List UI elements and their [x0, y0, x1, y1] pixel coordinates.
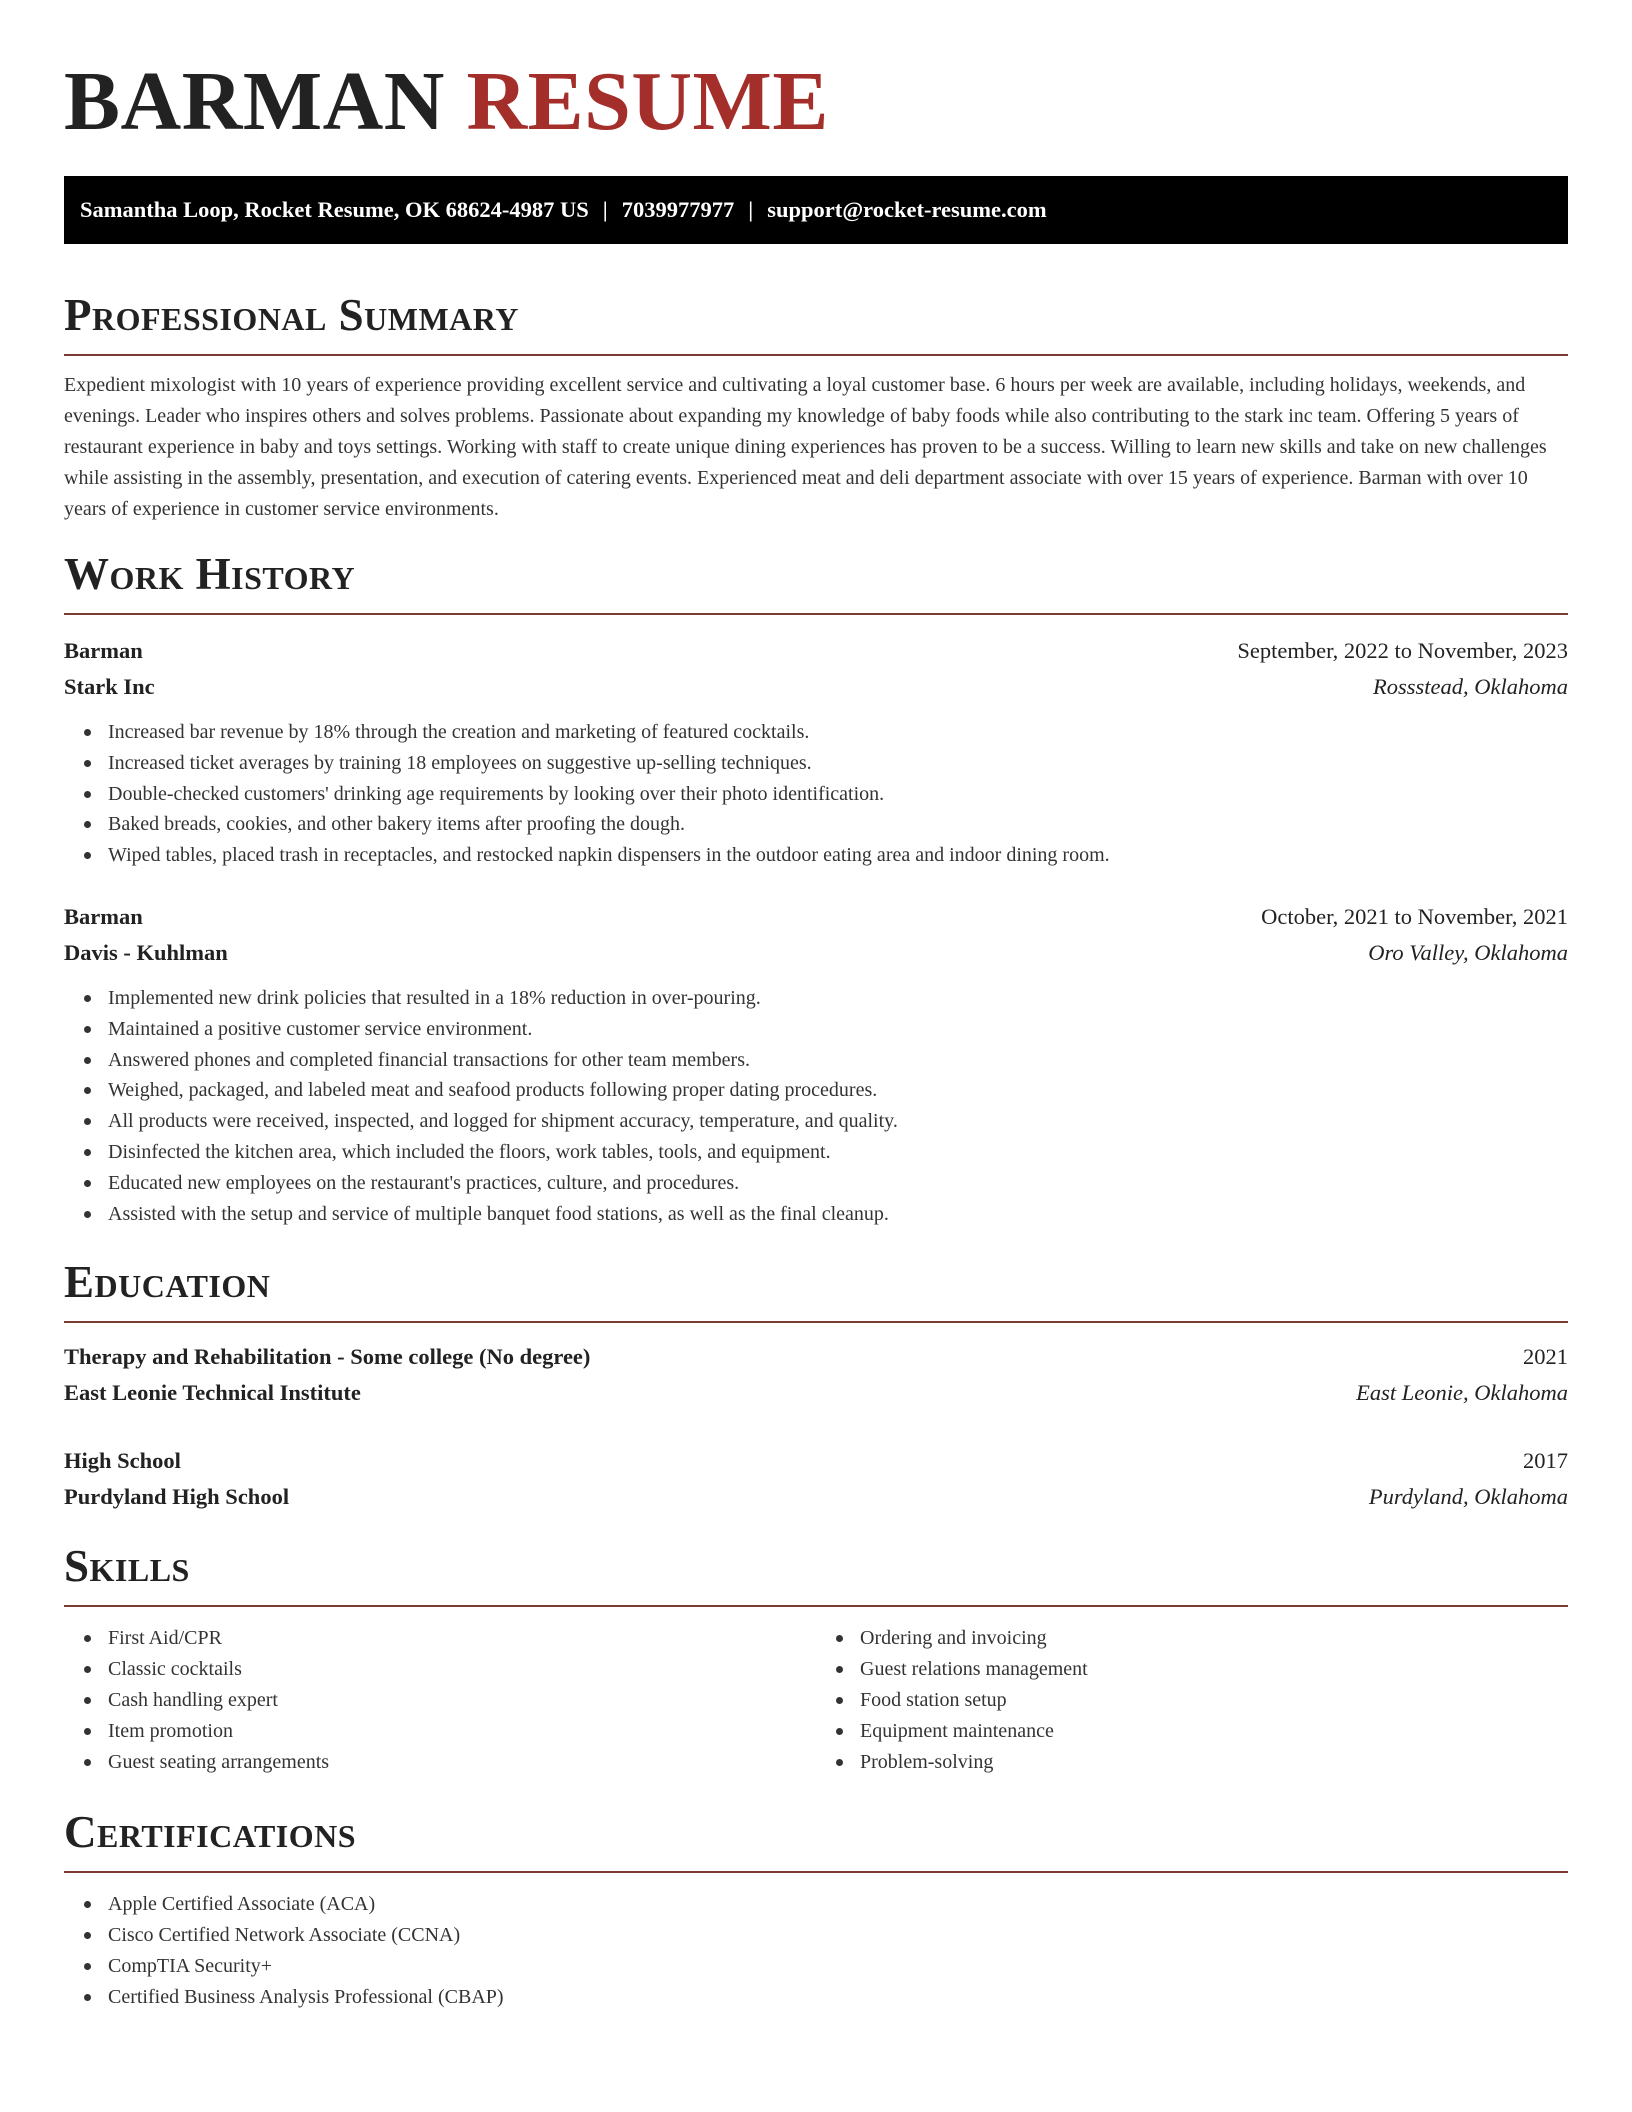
- job-location: Oro Valley, Oklahoma: [1368, 939, 1568, 965]
- education-entry: [64, 1339, 1568, 1411]
- education-school-row: [64, 1375, 1568, 1411]
- education-school: Purdyland High School: [64, 1484, 290, 1510]
- job-dates: October, 2021 to November, 2021: [1261, 903, 1568, 929]
- job-duties: [64, 983, 1568, 1229]
- skill-item: Guest relations management: [860, 1654, 1568, 1685]
- contact-separator: |: [748, 197, 754, 222]
- duty-item: Double-checked customers' drinking age requirements by looking over their photo identification.: [108, 779, 1568, 810]
- contact-address: Samantha Loop, Rocket Resume, OK 68624-4987 US: [80, 197, 589, 222]
- education-degree: High School: [64, 1448, 181, 1474]
- duty-item: Wiped tables, placed trash in receptacles, and restocked napkin dispensers in the outdoor eating area and indoor dining room.: [108, 840, 1568, 871]
- job-company: Davis - Kuhlman: [64, 939, 228, 965]
- job-company-row: [64, 669, 1568, 705]
- education-year: 2021: [1523, 1344, 1568, 1370]
- duty-item: Implemented new drink policies that resulted in a 18% reduction in over-pouring.: [108, 983, 1568, 1014]
- duty-item: Assisted with the setup and service of multiple banquet food stations, as well as the final cleanup.: [108, 1199, 1568, 1230]
- duty-item: Disinfected the kitchen area, which included the floors, work tables, tools, and equipment.: [108, 1137, 1568, 1168]
- section-divider: [64, 613, 1568, 615]
- section-divider: [64, 1321, 1568, 1323]
- job-title: Barman: [64, 903, 143, 929]
- education-section: [64, 1255, 1568, 1515]
- skill-item: Food station setup: [860, 1685, 1568, 1716]
- skills-column-right: [816, 1623, 1568, 1777]
- certification-item: CompTIA Security+: [108, 1951, 1568, 1982]
- skill-item: Equipment maintenance: [860, 1716, 1568, 1747]
- contact-email: support@rocket-resume.com: [767, 197, 1047, 222]
- education-school: East Leonie Technical Institute: [64, 1380, 361, 1406]
- skills-column-left: [64, 1623, 816, 1777]
- education-heading: Education: [64, 1257, 271, 1308]
- skill-item: Classic cocktails: [108, 1654, 816, 1685]
- duty-item: Weighed, packaged, and labeled meat and seafood products following proper dating procedures.: [108, 1075, 1568, 1106]
- certifications-section: [64, 1805, 1568, 2012]
- education-degree-row: [64, 1339, 1568, 1375]
- duty-item: Increased ticket averages by training 18 employees on suggestive up-selling techniques.: [108, 748, 1568, 779]
- job-entry: [64, 633, 1568, 871]
- skills-grid: [64, 1623, 1568, 1777]
- education-degree-row: [64, 1443, 1568, 1479]
- certifications-list: [64, 1889, 1568, 2012]
- skill-item: Cash handling expert: [108, 1685, 816, 1716]
- contact-bar: [64, 176, 1568, 244]
- job-entry: [64, 899, 1568, 1229]
- duty-item: Baked breads, cookies, and other bakery items after proofing the dough.: [108, 809, 1568, 840]
- education-school-row: [64, 1479, 1568, 1515]
- job-title: Barman: [64, 638, 143, 663]
- section-divider: [64, 1871, 1568, 1873]
- job-duties: [64, 717, 1568, 871]
- skill-item: Problem-solving: [860, 1747, 1568, 1778]
- job-header-row: [64, 899, 1568, 935]
- education-degree: Therapy and Rehabilitation - Some college (No degree): [64, 1344, 591, 1370]
- education-location: Purdyland, Oklahoma: [1368, 1484, 1568, 1510]
- job-dates: September, 2022 to November, 2023: [1237, 638, 1568, 663]
- summary-heading: Professional Summary: [64, 290, 519, 340]
- education-year: 2017: [1523, 1448, 1568, 1474]
- title-main: BARMAN: [64, 55, 445, 148]
- duty-item: Educated new employees on the restaurant's practices, culture, and procedures.: [108, 1168, 1568, 1199]
- work-history-heading: Work History: [64, 549, 356, 599]
- job-header-row: [64, 633, 1568, 669]
- job-location: Rossstead, Oklahoma: [1373, 674, 1568, 699]
- duty-item: Maintained a positive customer service environment.: [108, 1014, 1568, 1045]
- skill-item: Item promotion: [108, 1716, 816, 1747]
- certifications-heading: Certifications: [64, 1807, 357, 1858]
- resume-title: [64, 0, 1568, 152]
- job-company-row: [64, 935, 1568, 971]
- job-company: Stark Inc: [64, 674, 155, 699]
- education-entry: [64, 1443, 1568, 1515]
- contact-phone: 7039977977: [621, 197, 735, 222]
- duty-item: Increased bar revenue by 18% through the creation and marketing of featured cocktails.: [108, 717, 1568, 748]
- skill-item: Ordering and invoicing: [860, 1623, 1568, 1654]
- certification-item: Cisco Certified Network Associate (CCNA): [108, 1920, 1568, 1951]
- certification-item: Certified Business Analysis Professional (CBAP): [108, 1982, 1568, 2013]
- skills-heading: Skills: [64, 1541, 190, 1592]
- skill-item: First Aid/CPR: [108, 1623, 816, 1654]
- summary-section: [64, 288, 1568, 525]
- education-location: East Leonie, Oklahoma: [1356, 1380, 1568, 1406]
- certification-item: Apple Certified Associate (ACA): [108, 1889, 1568, 1920]
- resume-page: [64, 0, 1568, 2013]
- summary-text: Expedient mixologist with 10 years of experience providing excellent service and cultivating a loyal customer base. 6 hours per week are available, including holidays, weekends, and evenings. Leader who inspires others and solves problems. Passionate about expanding my knowledge of baby foods while also contributing to the stark inc team. Offering 5 years of restaurant experience in baby and toys settings. Working with staff to create unique dining experiences has proven to be a success. Willing to learn new skills and take on new challenges while assisting in the assembly, presentation, and execution of catering events. Experienced meat and deli department associate with over 15 years of experience. Barman with over 10 years of experience in customer service environments.: [64, 374, 1547, 520]
- section-divider: [64, 1605, 1568, 1607]
- duty-item: All products were received, inspected, and logged for shipment accuracy, temperature, and quality.: [108, 1106, 1568, 1137]
- duty-item: Answered phones and completed financial transactions for other team members.: [108, 1045, 1568, 1076]
- work-history-section: [64, 547, 1568, 1229]
- section-divider: [64, 354, 1568, 356]
- title-accent: RESUME: [466, 55, 829, 148]
- skills-section: [64, 1539, 1568, 1777]
- contact-separator: |: [602, 197, 608, 222]
- skill-item: Guest seating arrangements: [108, 1747, 816, 1778]
